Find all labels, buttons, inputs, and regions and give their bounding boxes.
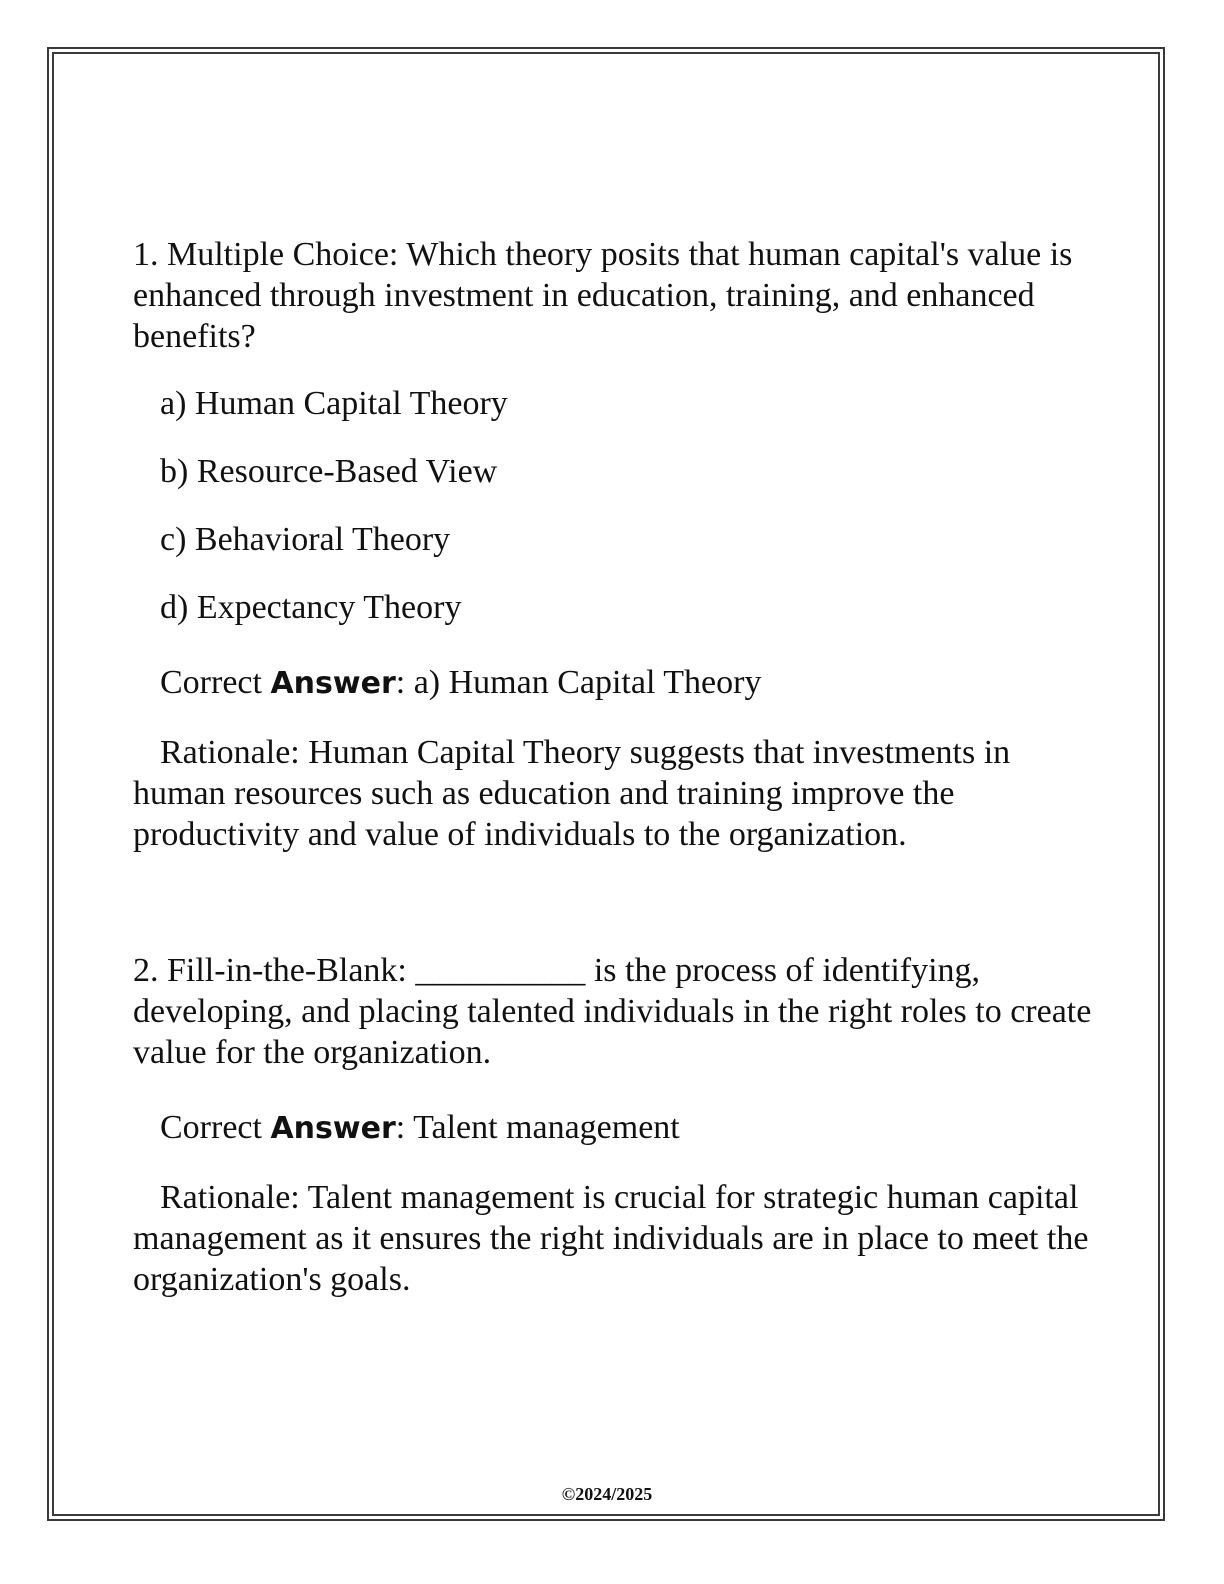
- question-1-option-b: b) Resource-Based View: [160, 453, 498, 490]
- question-1-text: 1. Multiple Choice: Which theory posits that human capital's value is enhanced through investment in education, training, and enhanced benefits?: [133, 236, 1073, 355]
- correct-prefix: Correct: [160, 1109, 271, 1146]
- correct-prefix: Correct: [160, 664, 271, 701]
- question-1-option-c: c) Behavioral Theory: [160, 521, 451, 558]
- question-1-rationale: Rationale: Human Capital Theory suggests that investments in human resources such as education and training improve the productivity and value of individuals to the organization.: [133, 734, 1011, 853]
- document-body: [133, 234, 1093, 1300]
- question-2-text: 2. Fill-in-the-Blank: __________ is the process of identifying, developing, and placing talented individuals in the right roles to create value for the organization.: [133, 952, 1092, 1071]
- question-2-correct-answer: [133, 1107, 1093, 1149]
- question-1-correct-answer: [133, 662, 1093, 704]
- copyright-footer: ©2024/2025: [561, 1484, 653, 1504]
- correct-value: : a) Human Capital Theory: [395, 664, 762, 701]
- question-1-option-d: d) Expectancy Theory: [160, 589, 462, 626]
- answer-word: Answer: [270, 666, 396, 701]
- question-1-option-a: a) Human Capital Theory: [160, 385, 508, 422]
- question-2-rationale: Rationale: Talent management is crucial for strategic human capital management as it ensures the right individuals are in place to meet the organization's goals.: [133, 1179, 1089, 1298]
- correct-value: : Talent management: [395, 1109, 680, 1146]
- answer-word: Answer: [270, 1111, 396, 1146]
